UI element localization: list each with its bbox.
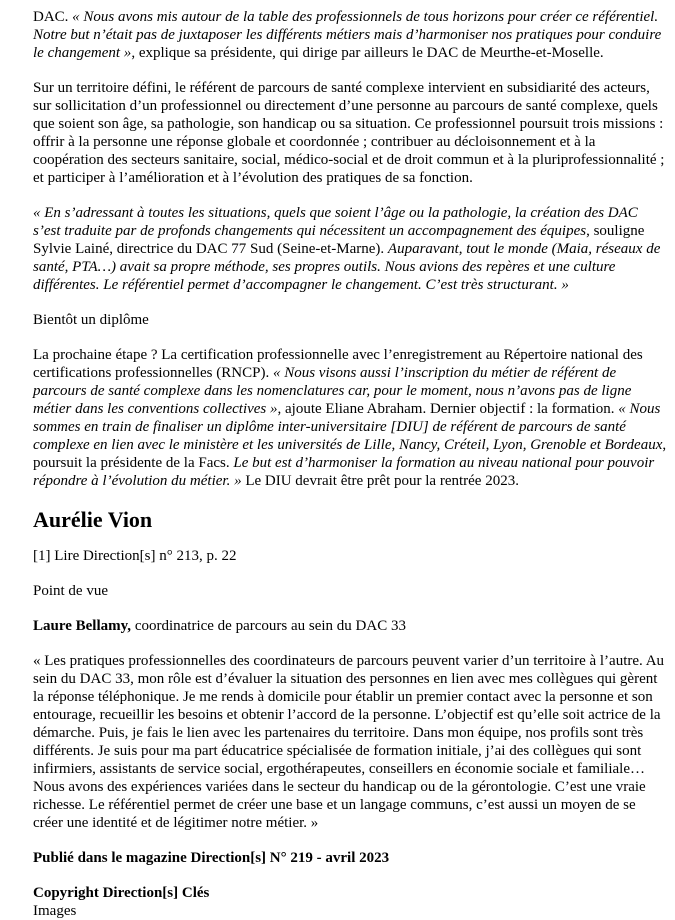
text: , ajoute Eliane Abraham. Dernier objectif : la formation.	[277, 401, 619, 417]
text: , souligne Sylvie Lainé, directrice du DAC 77 Sud (Seine-et-Marne).	[33, 223, 645, 257]
quote-text: « Nous visons aussi l’inscription du métier de référent de parcours de santé complexe dans les nomenclatures car, pour le moment, nous n’avons pas de ligne métier dans les conventions collectives »	[33, 365, 632, 417]
section-label: Point de vue	[33, 583, 108, 599]
quote-text: « En s’adressant à toutes les situations, quels que soient l’âge ou la pathologie, la création des DAC s’est traduite par de profonds changements qui nécessitent un accompagnement des équipes	[33, 205, 638, 239]
speaker-name: Laure Bellamy,	[33, 618, 132, 634]
speaker-line	[33, 617, 667, 635]
text: , poursuit la présidente de la Facs.	[33, 437, 667, 471]
paragraph-intro-quote	[33, 8, 667, 62]
paragraph-next-step	[33, 346, 667, 490]
subheading: Bientôt un diplôme	[33, 312, 149, 328]
text: Le DIU devrait être prêt pour la rentrée 2023.	[241, 473, 519, 489]
footnote: [1] Lire Direction[s] n° 213, p. 22	[33, 548, 237, 564]
text: , explique sa présidente, qui dirige par ailleurs le DAC de Meurthe-et-Moselle.	[131, 45, 604, 61]
quote-text: « Nous sommes en train de finaliser un diplôme inter-universitaire [DIU] de référent de parcours de santé complexe en lien avec le ministère et les universités de Lille, Nancy, Créteil, Lyon, Grenoble et Bordeaux	[33, 401, 663, 453]
speaker-role: coordinatrice de parcours au sein du DAC 33	[131, 618, 406, 634]
viewpoint-quote: « Les pratiques professionnelles des coordinateurs de parcours peuvent varier d’un territoire à l’autre. Au sein du DAC 33, mon rôle est d’évaluer la situation des personnes en lien avec mes collègues qui gèrent la réponse téléphonique. Je me rends à domicile pour établir un premier contact avec la personne et son entourage, recueillir les besoins et obtenir l’accord de la personne. L’objectif est qu’elle soit actrice de la démarche. Puis, je fais le lien avec les partenaires du territoire. Dans mon équipe, nos profils sont très différents. Je suis pour ma part éducatrice spécialisée de formation initiale, j’ai des collègues qui sont infirmiers, assistants de service social, ergothérapeutes, conseillers en économie sociale et familiale… Nous avons des expériences variées dans le secteur du handicap ou de la gérontologie. C’est une vraie richesse. Le référentiel permet de créer une base et un langage communs, c’est aussi un moyen de se créer une identité et de légitimer notre métier. »	[33, 653, 665, 831]
copyright-line: Copyright Direction[s] Clés	[33, 885, 210, 901]
quote-text: « Nous avons mis autour de la table des professionnels de tous horizons pour créer ce référentiel. Notre but n’était pas de juxtaposer les différents métiers mais d’harmoniser nos pratiques pour conduire le changement »	[33, 9, 662, 61]
paragraph-mission: Sur un territoire défini, le référent de parcours de santé complexe intervient en subsidiarité des acteurs, sur sollicitation d’un professionnel ou directement d’une personne au parcours de santé complexe, quels que soient son âge, sa pathologie, son handicap ou sa situation. Ce professionnel poursuit trois missions : offrir à la personne une réponse globale et coordonnée ; contribuer au décloisonnement et à la coopération des secteurs sanitaire, social, médico-social et de droit commun et à la pluriprofessionnalité ; et participer à l’amélioration et à l’évolution des pratiques de sa fonction.	[33, 80, 665, 186]
quote-text: Auparavant, tout le monde (Maia, réseaux de santé, PTA…) avait sa propre méthode, ses propres outils. Nous avions des repères et une culture différentes. Le référentiel permet d’accompagner le changement. C’est très structurant. »	[33, 241, 661, 293]
images-label: Images	[33, 903, 77, 919]
text: DAC.	[33, 9, 73, 25]
text: La prochaine étape ? La certification professionnelle avec l’enregistrement au Répertoire national des certifications professionnelles (RNCP).	[33, 347, 643, 381]
author-name: Aurélie Vion	[33, 507, 153, 532]
paragraph-laine-quote	[33, 204, 667, 294]
publication-line: Publié dans le magazine Direction[s] N° 219 - avril 2023	[33, 850, 390, 866]
quote-text: Le but est d’harmoniser la formation au niveau national pour pouvoir répondre à l’évolution du métier. »	[33, 455, 655, 489]
